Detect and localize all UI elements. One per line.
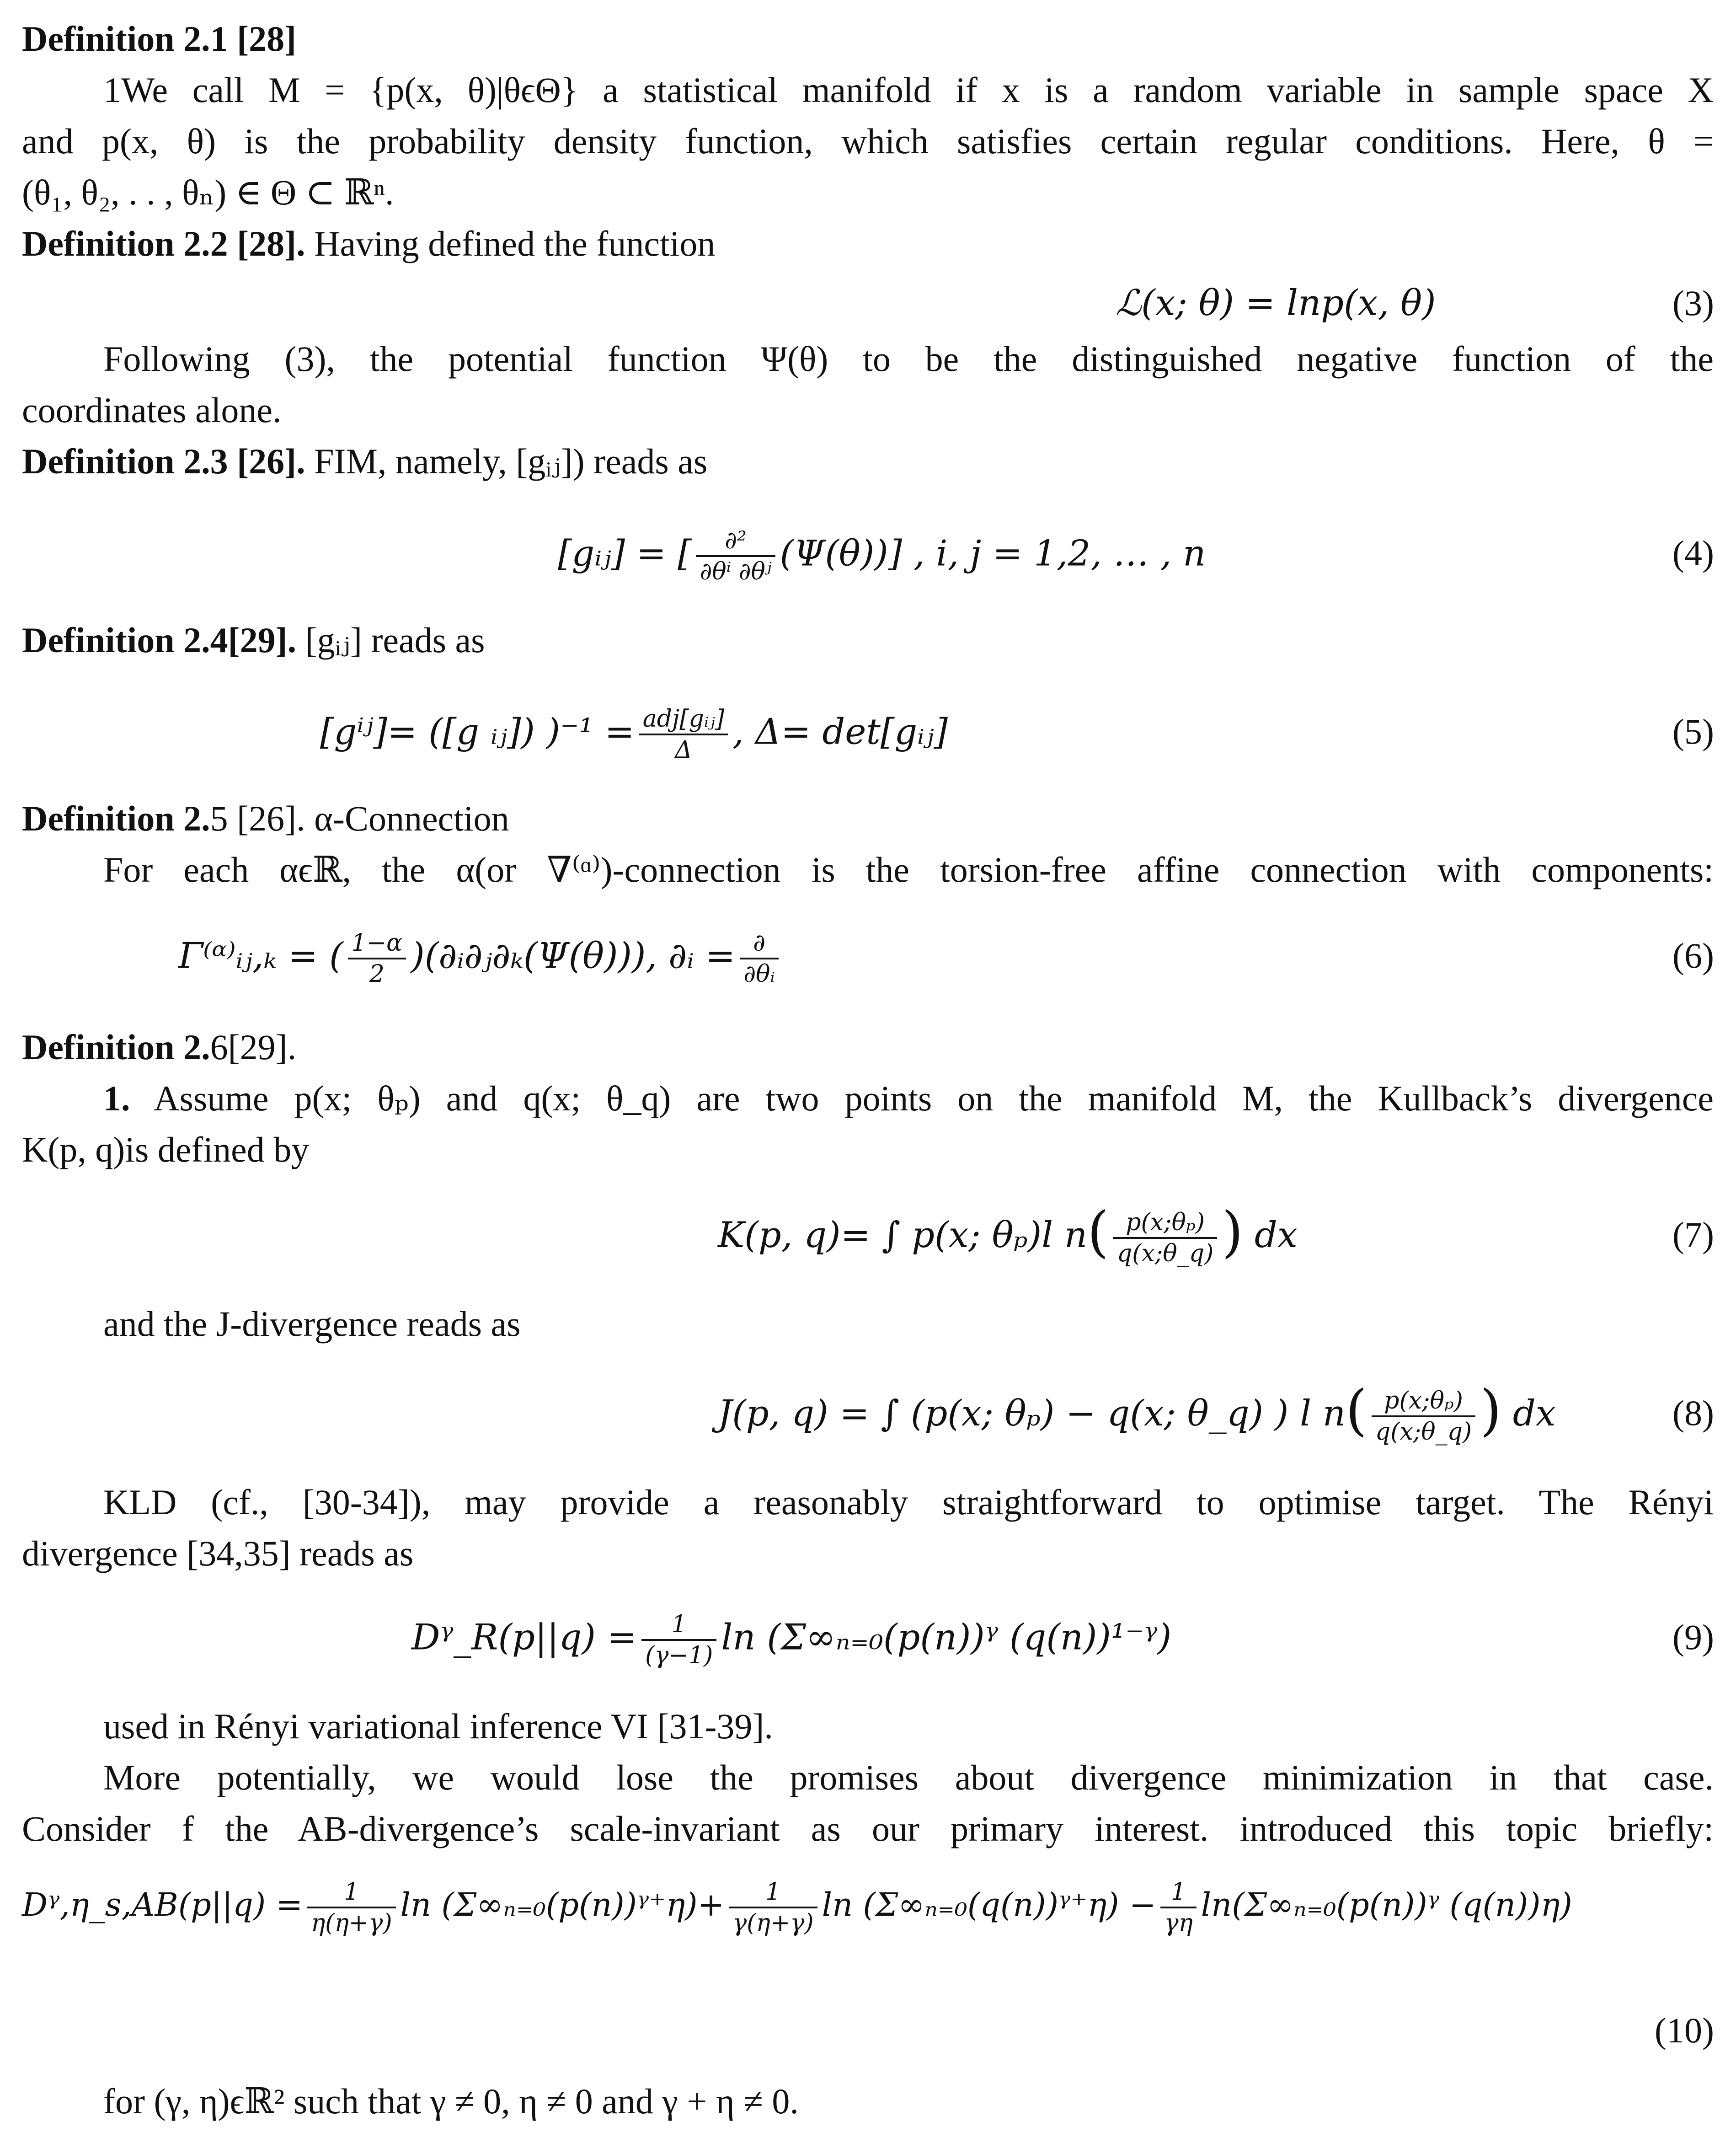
definition-2-3 <box>22 436 1714 487</box>
equation-9-number: (9) <box>1672 1617 1714 1657</box>
equation-3-number: (3) <box>1672 283 1714 323</box>
definition-2-6-label-cont: 6[29]. <box>210 1027 297 1067</box>
definition-2-1-line3: (θ₁, θ₂, . . , θₙ) ∈ Θ ⊂ ℝⁿ. <box>22 172 394 212</box>
paragraph-kld-line2: divergence [34,35] reads as <box>22 1533 414 1573</box>
paragraph-ab-line2: Consider f the AB-divergence’s scale-invariant as our primary interest. introduced this topic briefly: <box>22 1809 1714 1848</box>
equation-10: Dᵞ,η_s,AB(p||q) = $\frac{1}{\eta(\eta+\gamma)}$ ln (Σ∞ₙ₌₀(p(n))ᵞ⁺η)+ $\frac{1}{\gamma(\eta+\gamma)}$ ln (Σ∞ₙ₌₀(q(n))ᵞ⁺η) − $\frac{1}{\gamma\eta}$ ln(Σ∞ₙ₌₀(p(n))ᵞ (q(n))η) <box>22 1878 1572 1937</box>
paragraph-renyi-vi: used in Rényi variational inference VI [31-39]. <box>103 1706 773 1746</box>
equation-10-number: (10) <box>1655 2010 1714 2050</box>
definition-2-2 <box>22 219 1714 269</box>
equation-3: ℒ(x; θ) = lnp(x, θ) <box>1116 283 1436 324</box>
definition-2-6 <box>22 1022 1714 1072</box>
equation-9: Dᵞ_R(p||q) = $\frac{1}{(\gamma-1)}$ ln (Σ∞ₙ₌₀(p(n))ᵞ (q(n))¹⁻ᵞ) <box>411 1611 1172 1669</box>
definition-2-1-label: Definition 2.1 [28] <box>22 19 297 59</box>
paragraph-alpha-connection: For each αϵℝ, the α(or ∇⁽ᵅ⁾)-connection is the torsion-free affine connection with components: <box>103 850 1714 889</box>
paragraph-j-divergence: and the J-divergence reads as <box>103 1304 521 1344</box>
definition-2-4 <box>22 615 1714 665</box>
definition-2-2-label: Definition 2.2 [28]. <box>22 224 305 263</box>
definition-2-1-line1: 1We call M = {p(x, θ)|θϵΘ} a statistical manifold if x is a random variable in sample space X <box>103 70 1714 110</box>
definition-2-2-text: Having defined the function <box>314 224 716 263</box>
equation-7: K(p, q)= ∫ p(x; θₚ)l n( $\frac{\text{p(x;θₚ)}}{q(x;\theta\_q)}$ ) dx <box>718 1200 1298 1267</box>
definition-2-3-text: FIM, namely, [gᵢⱼ]) reads as <box>314 441 708 481</box>
paragraph-condition: for (γ, η)ϵℝ² such that γ ≠ 0, η ≠ 0 and γ + η ≠ 0. <box>103 2081 799 2121</box>
paragraph-kullback-line1: 1. Assume p(x; θₚ) and q(x; θ_q) are two points on the manifold M, the Kullback’s divergence <box>103 1078 1714 1118</box>
definition-2-1-line2: and p(x, θ) is the probability density function, which satisfies certain regular conditions. Here, θ = <box>22 121 1714 161</box>
definition-2-6-label: Definition 2. <box>22 1027 210 1067</box>
equation-4: [gᵢⱼ] = [ $\frac{\text{∂²}}{\text{∂θⁱ ∂θʲ}}$ (Ψ(θ))] , i, j = 1,2, … , n <box>558 527 1206 585</box>
definition-2-5-label: Definition 2. <box>22 798 210 838</box>
paragraph-potential-line2: coordinates alone. <box>22 390 282 430</box>
definition-2-5-text: α-Connection <box>314 798 509 838</box>
paragraph-ab-line1: More potentially, we would lose the promises about divergence minimization in that case. <box>103 1757 1714 1797</box>
equation-6-number: (6) <box>1672 936 1714 975</box>
paragraph-kld-line1: KLD (cf., [30-34]), may provide a reasonably straightforward to optimise target. The Rényi <box>103 1482 1714 1522</box>
paragraph-potential-line1: Following (3), the potential function Ψ(θ) to be the distinguished negative function of the <box>103 339 1714 379</box>
equation-5-number: (5) <box>1672 712 1714 751</box>
equation-4-number: (4) <box>1672 533 1714 573</box>
definition-2-5 <box>22 793 1714 844</box>
definition-2-3-label: Definition 2.3 [26]. <box>22 441 305 481</box>
equation-6: Γ⁽ᵅ⁾ᵢⱼ,ₖ = ( $\frac{1-\alpha}{2}$ )(∂ᵢ∂ⱼ∂ₖ(Ψ(θ))), ∂ᵢ = $\frac{\partial}{\text{∂θᵢ}}$ <box>178 928 783 989</box>
equation-8: J(p, q) = ∫ (p(x; θₚ) − q(x; θ_q) ) l n( $\frac{\text{p(x;θₚ)}}{q(x;\theta\_q)}$ ) dx <box>718 1379 1556 1446</box>
definition-2-4-label: Definition 2.4[29]. <box>22 620 297 660</box>
paragraph-kullback-line2: K(p, q)is defined by <box>22 1130 310 1169</box>
equation-8-number: (8) <box>1672 1393 1714 1433</box>
equation-5: [gⁱʲ]= ([g ᵢⱼ]) )⁻¹ = $\frac{\text{adj[gᵢⱼ]}}{\Delta}$ , Δ= det[gᵢⱼ] <box>320 705 948 764</box>
definition-2-5-label-cont: 5 [26]. <box>210 798 305 838</box>
definition-2-4-text: [gᵢⱼ] reads as <box>305 620 485 660</box>
equation-7-number: (7) <box>1672 1215 1714 1254</box>
